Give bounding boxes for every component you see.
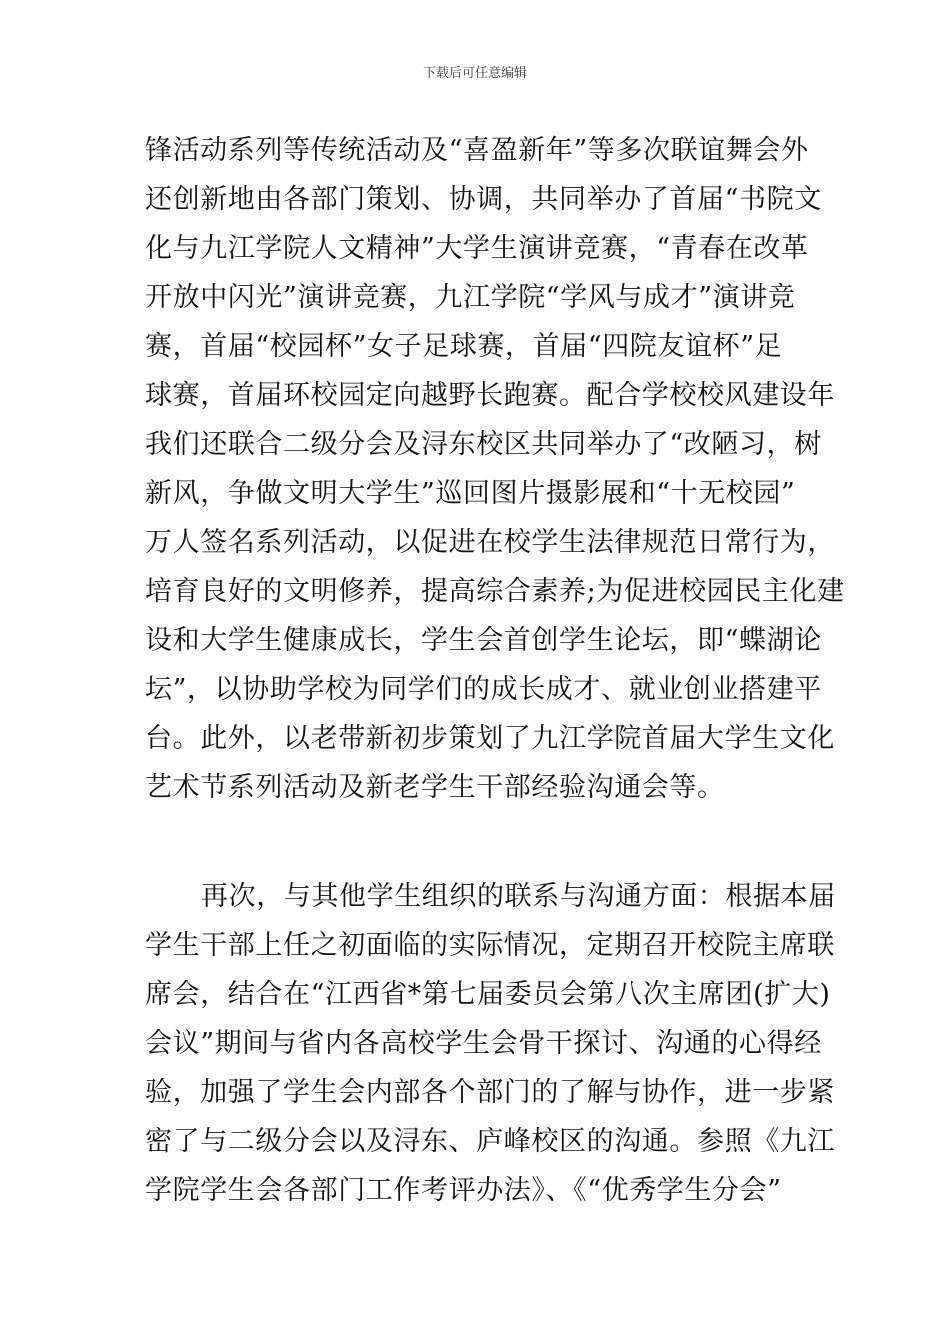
text-line: 锋活动系列等传统活动及“喜盈新年”等多次联谊舞会外 <box>145 135 809 166</box>
text-line: 设和大学生健康成长，学生会首创学生论坛，即“蝶湖论 <box>145 625 822 656</box>
paragraph-1 <box>145 126 845 812</box>
text-line: 球赛，首届环校园定向越野长跑赛。配合学校校风建设年 <box>145 380 835 411</box>
text-line: 密了与二级分会以及浔东、庐峰校区的沟通。参照《九江 <box>145 1126 835 1157</box>
text-line: 赛，首届“校园杯”女子足球赛，首届“四院友谊杯”足 <box>145 331 783 362</box>
text-line: 坛”，以协助学校为同学们的成长成才、就业创业搭建平 <box>145 674 822 705</box>
text-line: 开放中闪光”演讲竞赛，九江学院“学风与成才”演讲竞 <box>145 282 796 313</box>
text-line: 会议”期间与省内各高校学生会骨干探讨、沟通的心得经 <box>145 1028 822 1059</box>
text-line: 验，加强了学生会内部各个部门的了解与协作，进一步紧 <box>145 1077 835 1108</box>
text-line: 台。此外，以老带新初步策划了九江学院首届大学生文化 <box>145 723 835 754</box>
text-line-first: 再次，与其他学生组织的联系与沟通方面：根据本届 <box>201 881 836 912</box>
text-line: 新风，争做文明大学生”巡回图片摄影展和“十无校园” <box>145 478 796 509</box>
text-line: 万人签名系列活动，以促进在校学生法律规范日常行为， <box>145 527 835 558</box>
text-line: 培育良好的文明修养，提高综合素养;为促进校园民主化建 <box>145 576 845 607</box>
text-line: 席会，结合在“江西省*第七届委员会第八次主席团(扩大) <box>145 979 831 1010</box>
text-line: 化与九江学院人文精神”大学生演讲竞赛，“青春在改革 <box>145 233 809 264</box>
text-line: 我们还联合二级分会及浔东校区共同举办了“改陋习，树 <box>145 429 822 460</box>
paragraph-2 <box>145 872 836 1215</box>
text-line: 还创新地由各部门策划、协调，共同举办了首届“书院文 <box>145 184 822 215</box>
header-note: 下载后可任意编辑 <box>422 66 527 81</box>
text-line: 艺术节系列活动及新老学生干部经验沟通会等。 <box>145 772 725 803</box>
text-line: 学生干部上任之初面临的实际情况，定期召开校院主席联 <box>145 930 835 961</box>
text-line: 学院学生会各部门工作考评办法》、《“优秀学生分会” <box>145 1175 782 1206</box>
